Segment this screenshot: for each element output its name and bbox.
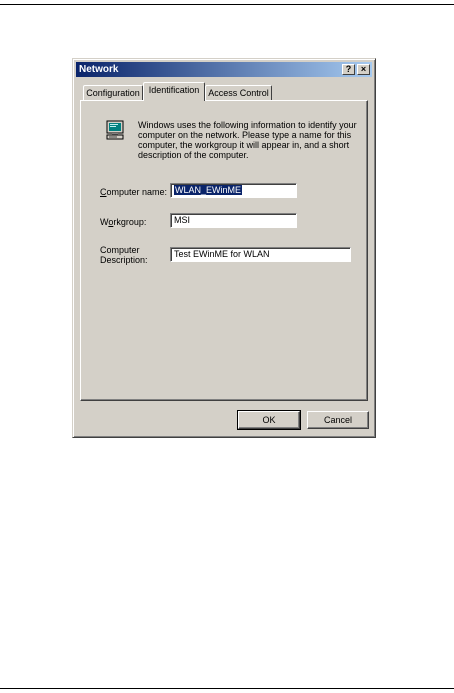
computer-name-label: Computer name:	[100, 187, 168, 197]
identification-description: Windows uses the following information to identify your computer on the network. Please type a name for this computer, the workgroup it will appear in, and a short description of the computer.	[138, 120, 357, 160]
computer-description-label: Computer Description:	[100, 245, 148, 265]
tab-configuration[interactable]: Configuration	[83, 85, 143, 100]
bottom-rule	[0, 688, 454, 689]
workgroup-field[interactable]: MSI	[170, 213, 297, 228]
close-icon: ×	[360, 64, 367, 74]
help-icon: ?	[345, 64, 352, 74]
computer-description-field[interactable]: Test EWinME for WLAN	[170, 247, 351, 262]
tab-identification[interactable]: Identification	[143, 82, 205, 101]
computer-name-field[interactable]: WLAN_EWinME	[170, 183, 297, 198]
network-dialog	[72, 58, 376, 438]
cancel-button[interactable]: Cancel	[307, 411, 369, 429]
close-button[interactable]	[357, 64, 370, 75]
workgroup-label: Workgroup:	[100, 217, 147, 227]
identification-panel	[80, 100, 368, 401]
tab-access-control[interactable]: Access Control	[205, 85, 272, 100]
title-bar[interactable]	[76, 62, 372, 77]
window-title: Network	[79, 64, 119, 75]
computer-icon	[105, 120, 125, 140]
top-rule	[0, 4, 454, 5]
ok-button[interactable]: OK	[238, 411, 300, 429]
help-button[interactable]	[342, 64, 355, 75]
